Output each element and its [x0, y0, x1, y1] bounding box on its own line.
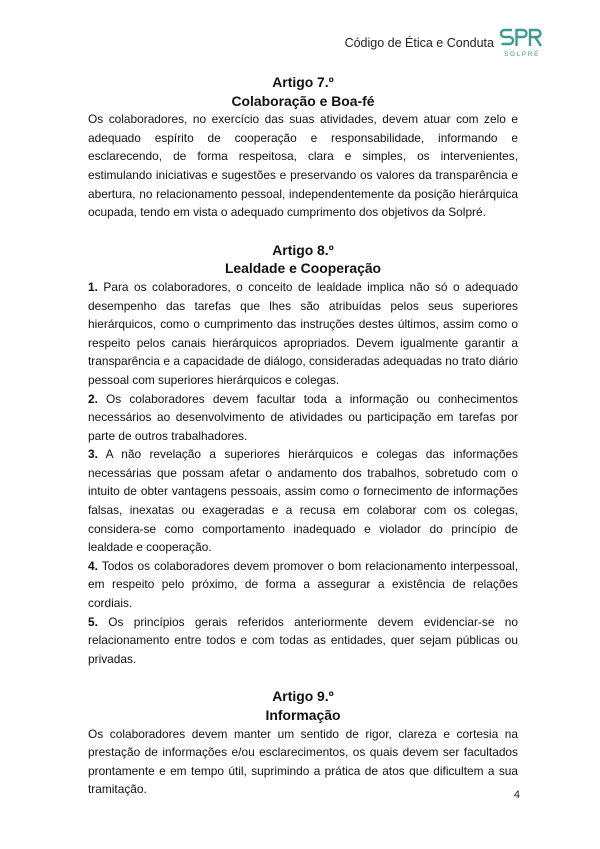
article-item	[88, 557, 518, 613]
item-number: 4.	[88, 558, 98, 573]
item-text: Todos os colaboradores devem promover o bom relacionamento interpessoal, em respeito pelo próximo, de forma a assegurar a existência de relações cordiais.	[88, 558, 519, 611]
page-header	[0, 26, 544, 58]
article-subheading: Colaboração e Boa-fé	[231, 92, 375, 109]
page-number: 4	[513, 789, 520, 801]
solpre-logo	[500, 26, 544, 58]
item-number: 1.	[88, 279, 98, 294]
article-heading: Artigo 8.º	[272, 241, 334, 258]
document-title: Código de Ética e Conduta	[344, 36, 494, 50]
logo-subtitle: SOLPRÉ	[504, 51, 540, 58]
document-body	[88, 73, 518, 818]
item-number: 5.	[88, 614, 98, 629]
item-text: A não revelação a superiores hierárquicos e colegas das informações necessárias que possam afetar o andamento dos trabalhos, sobretudo com o intuito de obter vantagens pessoais, assim como o fornecimento de informações falsas, inexatas ou exageradas e a recusa em colaborar com os colegas, considera-se como comportamento inadequado e violador do princípio de lealdade e cooperação.	[88, 447, 518, 555]
item-text: Para os colaboradores, o conceito de lealdade implica não só o adequado desempenho das tarefas que lhes são atribuídas pelos seus superiores hierárquicos, como o cumprimento das instruções destes últimos, assim como o respeito pelos canais hierárquicos apropriados. Devem igualmente garantir a transparência e a capacidade de diálogo, consideradas adequadas no trato diário pessoal com superiores hierárquicos e colegas.	[88, 279, 518, 387]
article-item	[88, 390, 518, 446]
article-item	[88, 278, 518, 390]
item-number: 3.	[88, 447, 98, 462]
article-8	[88, 241, 518, 669]
article-heading: Artigo 9.º	[272, 688, 334, 705]
item-text: Os princípios gerais referidos anteriormente devem evidenciar-se no relacionamento entre todos e com todas as entidades, quer sejam públicas ou privadas.	[88, 614, 518, 666]
item-text: Os colaboradores devem facultar toda a informação ou conhecimentos necessários ao desenvolvimento de atividades ou participação em tarefas por parte de outros trabalhadores.	[88, 391, 518, 443]
article-9	[88, 687, 518, 799]
article-subheading: Lealdade e Cooperação	[224, 260, 382, 277]
article-heading: Artigo 7.º	[272, 74, 334, 90]
article-7	[88, 73, 518, 222]
article-paragraph: Os colaboradores devem manter um sentido de rigor, clareza e cortesia na prestação de informações e/ou esclarecimentos, os quais devem ser facultados prontamente e em tempo útil, suprimindo a prática de atos que dificultem a sua tramitação.	[88, 726, 518, 797]
article-paragraph: Os colaboradores, no exercício das suas atividades, devem atuar com zelo e adequado espírito de cooperação e responsabilidade, informando e esclarecendo, de forma respeitosa, clara e simples, os intervenientes, estimulando iniciativas e sugestões e preservando os valores da transparência e abertura, no relacionamento pessoal, independentemente da posição hierárquica ocupada, tendo em vista o adequado cumprimento dos objetivos da Solpré.	[88, 112, 518, 220]
article-item	[88, 445, 518, 557]
spr-logo-icon	[500, 26, 544, 50]
article-subheading: Informação	[265, 707, 341, 723]
article-item	[88, 613, 518, 669]
item-number: 2.	[88, 391, 98, 406]
